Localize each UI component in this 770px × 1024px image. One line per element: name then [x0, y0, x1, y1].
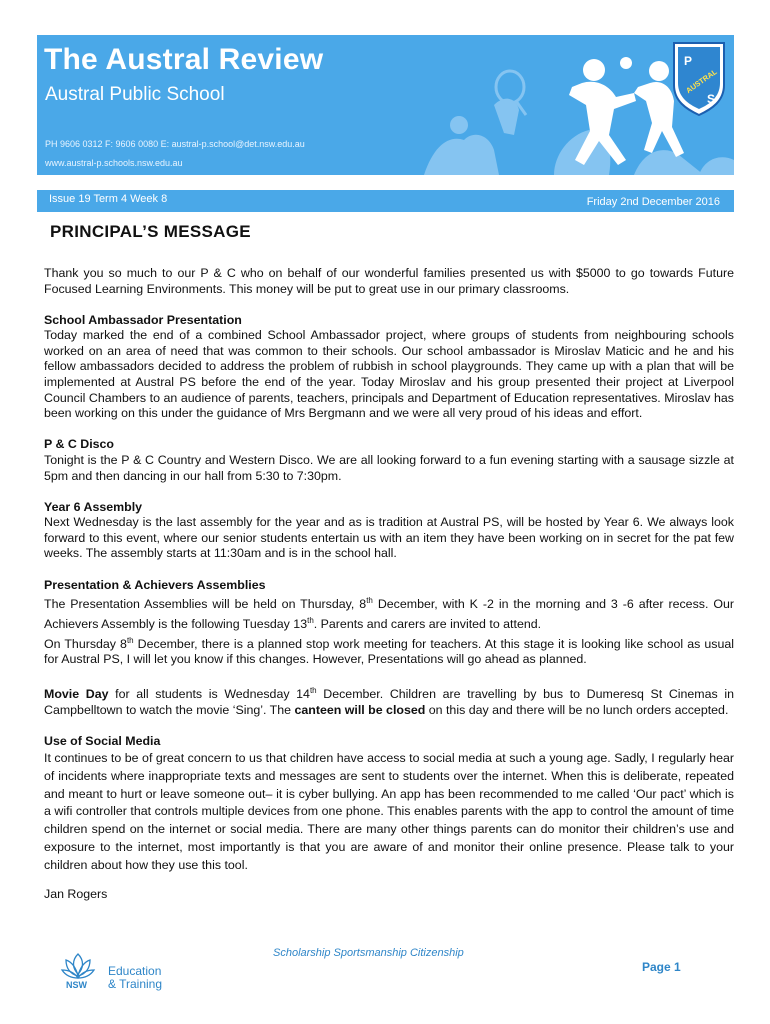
presentation-paragraph-1: The Presentation Assemblies will be held on Thursday, 8th December, with K -2 in the morning and 3 -6 after recess. Our Achievers Assembly is the following Tuesday 13th. Parents and carers are invited to attend.	[44, 596, 734, 631]
intro-paragraph: Thank you so much to our P & C who on behalf of our wonderful families presented us with $5000 to go towards Future Focused Learning Environments. This money will be put to great use in our primary classrooms.	[44, 266, 734, 296]
page-number: Page 1	[642, 960, 681, 974]
principal-message	[44, 266, 734, 903]
svg-text:S: S	[707, 92, 716, 106]
masthead-banner	[37, 35, 734, 175]
section-title: PRINCIPAL’S MESSAGE	[50, 222, 251, 241]
presentation-heading: Presentation & Achievers Assemblies	[44, 577, 266, 592]
movie-day-paragraph: Movie Day for all students is Wednesday 14th December. Children are travelling by bus to Dumeresq St Cinemas in Campbelltown to watch the movie ‘Sing’. The canteen will be closed on this day and there will be no lunch orders accepted.	[44, 686, 734, 718]
school-badge	[674, 43, 724, 115]
social-media-paragraph: It continues to be of great concern to us that children have access to social media at such a young age. Sadly, I regularly hear of incidents where inappropriate texts and messages are sent to students over the internet. When this is deliberate, repeated and meant to hurt or leave someone out– it is cyber bullying. An app has been recommended to me called ‘Our pact’ which is a wifi controller that controls multiple devices from one phone. This enables parents with the app to control the amount of time children spend on the internet or social media. There are many other things parents can do monitor their children’s use and exposure to the internet, most importantly is that you are aware of and monitor their online presence. Please talk to your children about how they use this tool.	[44, 750, 734, 873]
issue-date: Friday 2nd December 2016	[586, 196, 720, 208]
issue-bar	[37, 190, 734, 212]
year6-heading: Year 6 Assembly	[44, 499, 143, 514]
signoff: Jan Rogers	[44, 887, 108, 902]
education-training-logo	[58, 950, 188, 992]
contact-details: PH 9606 0312 F: 9606 0080 E: austral-p.school@det.nsw.edu.au	[45, 139, 305, 149]
svg-text:AUSTRAL: AUSTRAL	[684, 67, 719, 96]
newsletter-title: The Austral Review	[44, 43, 324, 76]
ambassador-paragraph: Today marked the end of a combined School Ambassador project, where groups of students from neighbouring schools worked on an area of need that was common to their schools. Our school ambassador is Miroslav Maticic and he and his fellow ambassadors decided to address the problem of rubbish in school playgrounds. They came up with a plan that will be implemented at Austral PS before the end of the year. Today Miroslav and his group presented their project at Liverpool Council Chambers to an audience of parents, teachers, principals and Department of Education representatives. Miroslav has been working on this under the guidance of Mrs Bergmann and we were all very proud of his ideas and effort.	[44, 328, 734, 421]
social-media-heading: Use of Social Media	[44, 734, 161, 749]
school-website: www.austral-p.schools.nsw.edu.au	[45, 158, 183, 168]
logo-text-training: & Training	[108, 977, 163, 991]
banner-illustration	[404, 35, 734, 175]
logo-text-education: Education	[108, 964, 162, 978]
disco-paragraph: Tonight is the P & C Country and Western Disco. We are all looking forward to a fun evening starting with a sausage sizzle at 5pm and then dancing in our hall from 5:30 to 7:30pm.	[44, 452, 734, 483]
svg-text:NSW: NSW	[66, 980, 87, 990]
svg-text:P: P	[684, 54, 693, 68]
waratah-icon	[58, 950, 98, 992]
presentation-paragraph-2: On Thursday 8th December, there is a planned stop work meeting for teachers. At this stage it is looking like school as usual for Austral PS, I will let you know if this changes. However, Presentations will go ahead as planned.	[44, 635, 734, 667]
year6-paragraph: Next Wednesday is the last assembly for the year and as is tradition at Austral PS, will be hosted by Year 6. We always look forward to this event, where our senior students entertain us with an item they have been working on in secret for the pat few weeks. The assembly starts at 11:30am and is in the school hall.	[44, 515, 734, 561]
ambassador-heading: School Ambassador Presentation	[44, 312, 242, 327]
disco-heading: P & C Disco	[44, 437, 115, 452]
school-name: Austral Public School	[45, 84, 225, 105]
issue-info: Issue 19 Term 4 Week 8	[49, 193, 168, 205]
school-motto: Scholarship Sportsmanship Citizenship	[273, 947, 464, 959]
